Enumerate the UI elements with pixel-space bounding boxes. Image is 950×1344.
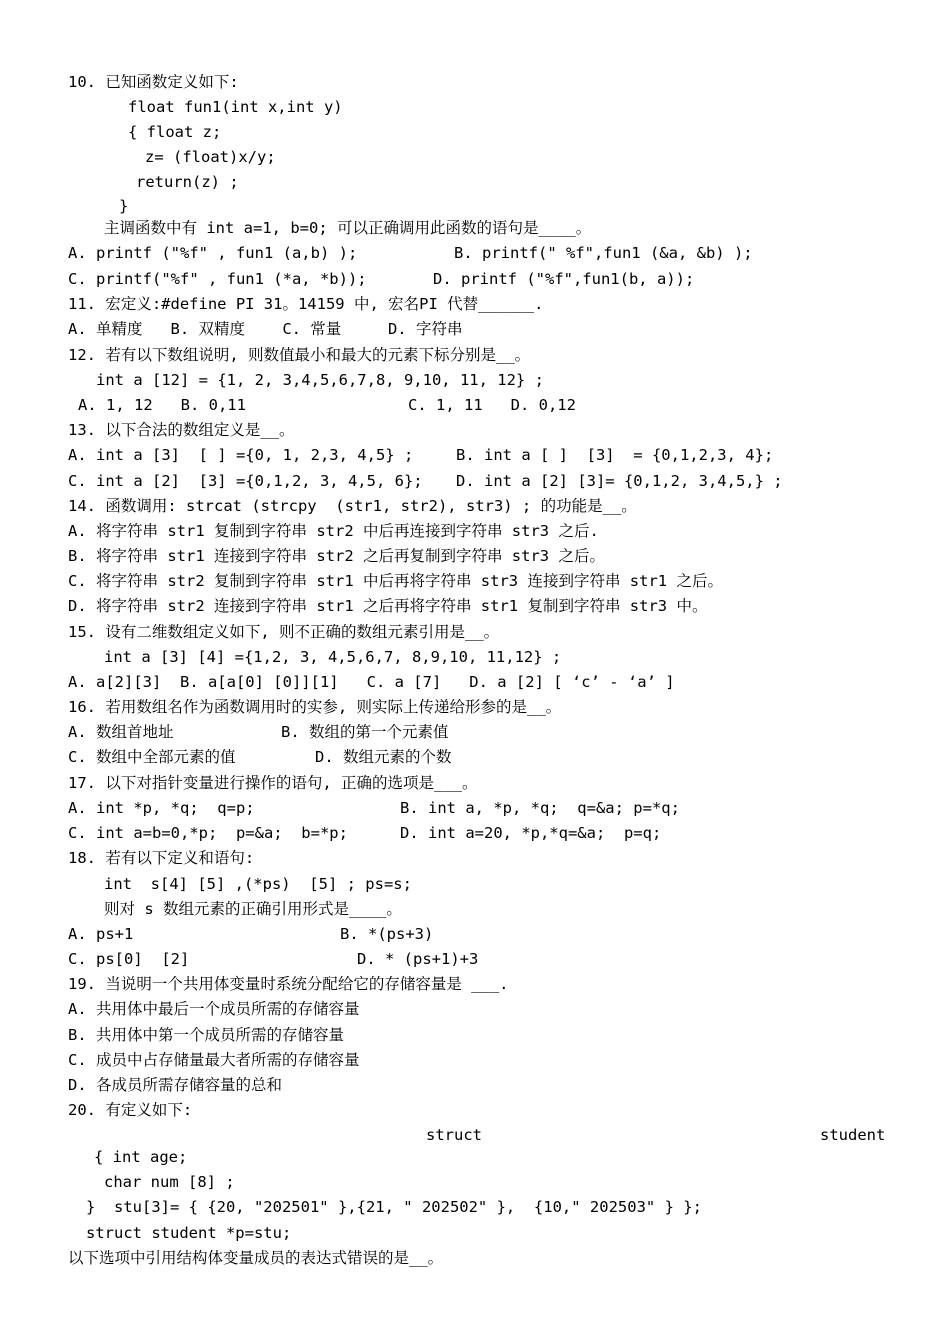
option-b: B. 数组的第一个元素值: [281, 723, 449, 741]
option-a: A. 将字符串 str1 复制到字符串 str2 中后再连接到字符串 str3 之后.: [68, 522, 599, 540]
option-b: B. printf(" %f",fun1 (&a, &b) );: [454, 244, 753, 262]
option-c: C. int a=b=0,*p; p=&a; b=*p;: [68, 824, 348, 842]
option-c: C. ps[0] [2]: [68, 950, 190, 968]
option-a: A. 数组首地址: [68, 723, 174, 741]
option-b: B. 将字符串 str1 连接到字符串 str2 之后再复制到字符串 str3 之后。: [68, 547, 605, 565]
option-c: C. int a [2] [3] ={0,1,2, 3, 4,5, 6};: [68, 472, 423, 490]
question-text: 以下选项中引用结构体变量成员的表达式错误的是__。: [68, 1249, 444, 1267]
options-line: A. 单精度 B. 双精度 C. 常量 D. 字符串: [68, 320, 463, 338]
code-line: return(z) ;: [136, 173, 239, 191]
option-b: B. int a, *p, *q; q=&a; p=*q;: [400, 799, 680, 817]
option-d: D. int a [2] [3]= {0,1,2, 3,4,5,} ;: [456, 472, 783, 490]
option-c: C. 将字符串 str2 复制到字符串 str1 中后再将字符串 str3 连接到字符串 str1 之后。: [68, 572, 723, 590]
question-14-title: 14. 函数调用: strcat (strcpy (str1, str2), str3) ; 的功能是__。: [68, 497, 637, 515]
option-a: A. printf ("%f" , fun1 (a,b) );: [68, 244, 358, 262]
question-10-title: 10. 已知函数定义如下:: [68, 73, 239, 91]
code-line: int s[4] [5] ,(*ps) [5] ; ps=s;: [104, 875, 412, 893]
question-text: 主调函数中有 int a=1, b=0; 可以正确调用此函数的语句是____。: [104, 219, 592, 237]
question-16-title: 16. 若用数组名作为函数调用时的实参, 则实际上传递给形参的是__。: [68, 698, 562, 716]
option-c: C. 数组中全部元素的值: [68, 748, 236, 766]
option-a: A. int *p, *q; q=p;: [68, 799, 255, 817]
question-20-title: 20. 有定义如下:: [68, 1101, 193, 1119]
question-12-title: 12. 若有以下数组说明, 则数值最小和最大的元素下标分别是__。: [68, 346, 531, 364]
option-a: A. 共用体中最后一个成员所需的存储容量: [68, 1000, 360, 1018]
code-line: float fun1(int x,int y): [128, 98, 343, 116]
code-line: int a [12] = {1, 2, 3,4,5,6,7,8, 9,10, 11, 12} ;: [96, 371, 544, 389]
question-17-title: 17. 以下对指针变量进行操作的语句, 正确的选项是___。: [68, 774, 478, 792]
option-a: A. int a [3] [ ] ={0, 1, 2,3, 4,5} ;: [68, 446, 414, 464]
code-line: student: [820, 1126, 886, 1144]
option-d: D. 数组元素的个数: [315, 748, 452, 766]
question-text: 则对 s 数组元素的正确引用形式是____。: [104, 900, 402, 918]
code-line: } stu[3]= { {20, "202501" },{21, " 202502" }, {10," 202503" } };: [86, 1198, 702, 1216]
code-line: struct: [426, 1126, 482, 1144]
option-c: C. printf("%f" , fun1 (*a, *b));: [68, 270, 367, 288]
option-d: D. printf ("%f",fun1(b, a));: [433, 270, 695, 288]
option-b: B. int a [ ] [3] = {0,1,2,3, 4};: [456, 446, 774, 464]
options-line: C. 1, 11 D. 0,12: [408, 396, 576, 414]
options-line: A. a[2][3] B. a[a[0] [0]][1] C. a [7] D. a [2] [ ‘c’ - ‘a’ ]: [68, 673, 675, 691]
options-line: A. 1, 12 B. 0,11: [78, 396, 246, 414]
question-15-title: 15. 设有二维数组定义如下, 则不正确的数组元素引用是__。: [68, 623, 500, 641]
code-line: { int age;: [94, 1148, 188, 1166]
question-19-title: 19. 当说明一个共用体变量时系统分配给它的存储容量是 ___.: [68, 975, 509, 993]
code-line: int a [3] [4] ={1,2, 3, 4,5,6,7, 8,9,10, 11,12} ;: [104, 648, 562, 666]
code-line: { float z;: [128, 123, 222, 141]
option-b: B. *(ps+3): [340, 925, 434, 943]
option-d: D. 将字符串 str2 连接到字符串 str1 之后再将字符串 str1 复制到字符串 str3 中。: [68, 597, 708, 615]
option-d: D. int a=20, *p,*q=&a; p=q;: [400, 824, 662, 842]
question-11-title: 11. 宏定义:#define PI 31。14159 中, 宏名PI 代替______.: [68, 295, 544, 313]
option-d: D. * (ps+1)+3: [357, 950, 479, 968]
question-18-title: 18. 若有以下定义和语句:: [68, 849, 255, 867]
code-line: z= (float)x/y;: [145, 148, 276, 166]
option-d: D. 各成员所需存储容量的总和: [68, 1076, 282, 1094]
option-a: A. ps+1: [68, 925, 134, 943]
question-13-title: 13. 以下合法的数组定义是__。: [68, 421, 295, 439]
code-line: struct student *p=stu;: [86, 1224, 292, 1242]
option-b: B. 共用体中第一个成员所需的存储容量: [68, 1026, 344, 1044]
code-line: char num [8] ;: [104, 1173, 235, 1191]
option-c: C. 成员中占存储量最大者所需的存储容量: [68, 1051, 360, 1069]
code-line: }: [119, 197, 129, 215]
